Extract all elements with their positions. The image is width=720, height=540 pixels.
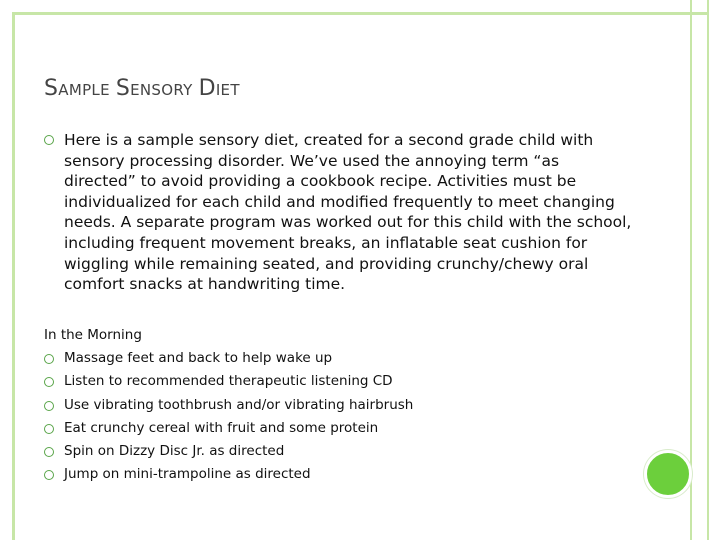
frame-right-line-inner <box>690 0 692 540</box>
bullet-ring-icon <box>44 470 54 480</box>
list-item-text: Use vibrating toothbrush and/or vibrating hairbrush <box>64 396 414 413</box>
list-item <box>44 347 644 370</box>
morning-heading: In the Morning <box>44 327 142 343</box>
title-word: Sensory <box>115 76 193 101</box>
frame-top-line <box>12 12 709 15</box>
list-item-text: Spin on Dizzy Disc Jr. as directed <box>64 443 285 460</box>
list-item <box>44 417 644 440</box>
list-item-text: Jump on mini-trampoline as directed <box>64 466 311 483</box>
intro-text: Here is a sample sensory diet, created for a second grade child with sensory processing disorder. We’ve used the annoying term “as directed” to avoid providing a cookbook recipe. Activities must be individualized for each child and modified frequently to meet changing needs. A separate program was worked out for this child with the school, including frequent movement breaks, an inflatable seat cushion for wiggling while remaining seated, and providing crunchy/chewy oral comfort snacks at handwriting time. <box>64 131 632 294</box>
bullet-ring-icon <box>44 447 54 457</box>
list-item <box>44 370 644 393</box>
list-item <box>44 463 644 486</box>
title-word: Sample <box>44 76 110 101</box>
frame-right-line-outer <box>707 0 709 540</box>
list-item-text: Eat crunchy cereal with fruit and some protein <box>64 419 379 436</box>
list-item <box>44 440 644 463</box>
bullet-ring-icon <box>44 354 54 364</box>
list-item-text: Listen to recommended therapeutic listening CD <box>64 373 393 390</box>
morning-list <box>44 347 644 486</box>
list-item-text: Massage feet and back to help wake up <box>64 350 333 367</box>
bullet-ring-icon <box>44 135 54 145</box>
bullet-ring-icon <box>44 377 54 387</box>
bullet-ring-icon <box>44 424 54 434</box>
morning-section <box>44 324 644 486</box>
frame-left-line <box>12 12 15 540</box>
title-word: Diet <box>198 76 240 101</box>
slide-title <box>44 76 246 101</box>
decorative-circle <box>644 450 692 498</box>
list-item <box>44 394 644 417</box>
bullet-ring-icon <box>44 401 54 411</box>
intro-paragraph <box>44 130 634 295</box>
